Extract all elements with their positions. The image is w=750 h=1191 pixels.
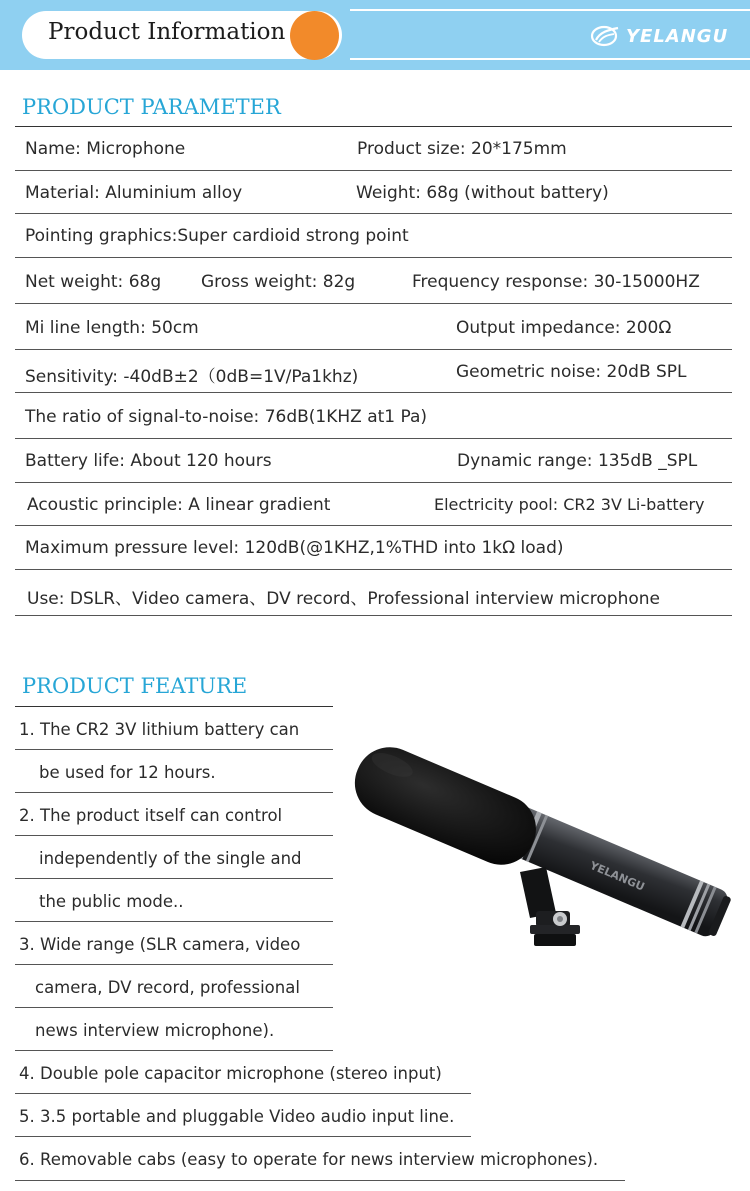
param-row [15,350,732,394]
feature-text: independently of the single and [39,849,302,868]
param-name: Name: Microphone [25,139,186,159]
parameter-table [15,127,732,616]
feature-text: 2. The product itself can control [19,806,283,825]
param-noise: Geometric noise: 20dB SPL [456,361,687,382]
feature-line [15,1008,333,1051]
feature-text: 1. The CR2 3V lithium battery can [19,720,300,739]
feature-line [15,1051,471,1094]
param-pointing: Pointing graphics:Super cardioid strong point [25,226,409,246]
feature-text: camera, DV record, professional [35,978,300,997]
param-use: Use: DSLR、Video camera、DV record、Professional interview microphone [27,588,660,609]
banner-stripe-bottom [350,58,750,60]
param-gross-weight: Gross weight: 82g [201,271,356,292]
feature-line [15,879,333,922]
param-row [15,214,732,258]
feature-line [15,1094,471,1137]
parameter-heading: PRODUCT PARAMETER [22,95,281,119]
param-size: Product size: 20*175mm [357,139,567,159]
header-banner [0,0,750,70]
param-row [15,393,732,439]
microphone-product-image [350,735,740,980]
feature-text: 6. Removable cabs (easy to operate for news interview microphones). [19,1150,599,1169]
param-row [15,171,732,215]
page-title: Product Information [48,19,286,45]
param-impedance: Output impedance: 200Ω [456,317,672,338]
mic-brand-label: YELANGU [587,858,647,894]
feature-line [15,750,333,793]
feature-line [15,1137,625,1181]
brand-logo [590,22,728,50]
param-row [15,304,732,350]
feature-text: 4. Double pole capacitor microphone (stereo input) [19,1064,442,1083]
param-snr: The ratio of signal-to-noise: 76dB(1KHZ at1 Pa) [25,407,428,427]
param-net-weight: Net weight: 68g [25,271,162,292]
feature-text: the public mode.. [39,892,184,911]
param-row [15,127,732,171]
param-pressure: Maximum pressure level: 120dB(@1KHZ,1%THD into 1kΩ load) [25,538,564,558]
param-row [15,526,732,570]
yelangu-logo-icon [590,24,620,48]
brand-name: YELANGU [626,25,729,47]
param-dynamic-range: Dynamic range: 135dB _SPL [457,451,698,471]
orange-dot-icon [290,11,339,60]
param-frequency: Frequency response: 30-15000HZ [412,271,700,292]
feature-text: 5. 3.5 portable and pluggable Video audio input line. [19,1107,455,1126]
param-electricity: Electricity pool: CR2 3V Li-battery [434,494,705,514]
param-sensitivity: Sensitivity: -40dB±2（0dB=1V/Pa1khz) [25,366,359,387]
feature-line [15,707,333,750]
feature-line [15,965,333,1008]
param-row [15,570,732,616]
param-acoustic: Acoustic principle: A linear gradient [27,494,331,515]
param-battery-life: Battery life: About 120 hours [25,451,272,471]
feature-text: news interview microphone). [35,1021,275,1040]
param-weight: Weight: 68g (without battery) [356,182,609,203]
feature-heading: PRODUCT FEATURE [22,674,248,698]
param-row [15,439,732,483]
banner-stripe-top [350,9,750,11]
feature-line [15,922,333,965]
feature-line [15,836,333,879]
feature-line [15,793,333,836]
param-material: Material: Aluminium alloy [25,182,243,203]
param-row [15,258,732,304]
feature-text: be used for 12 hours. [39,763,216,782]
feature-text: 3. Wide range (SLR camera, video [19,935,301,954]
param-line-length: Mi line length: 50cm [25,317,199,338]
param-row [15,483,732,527]
